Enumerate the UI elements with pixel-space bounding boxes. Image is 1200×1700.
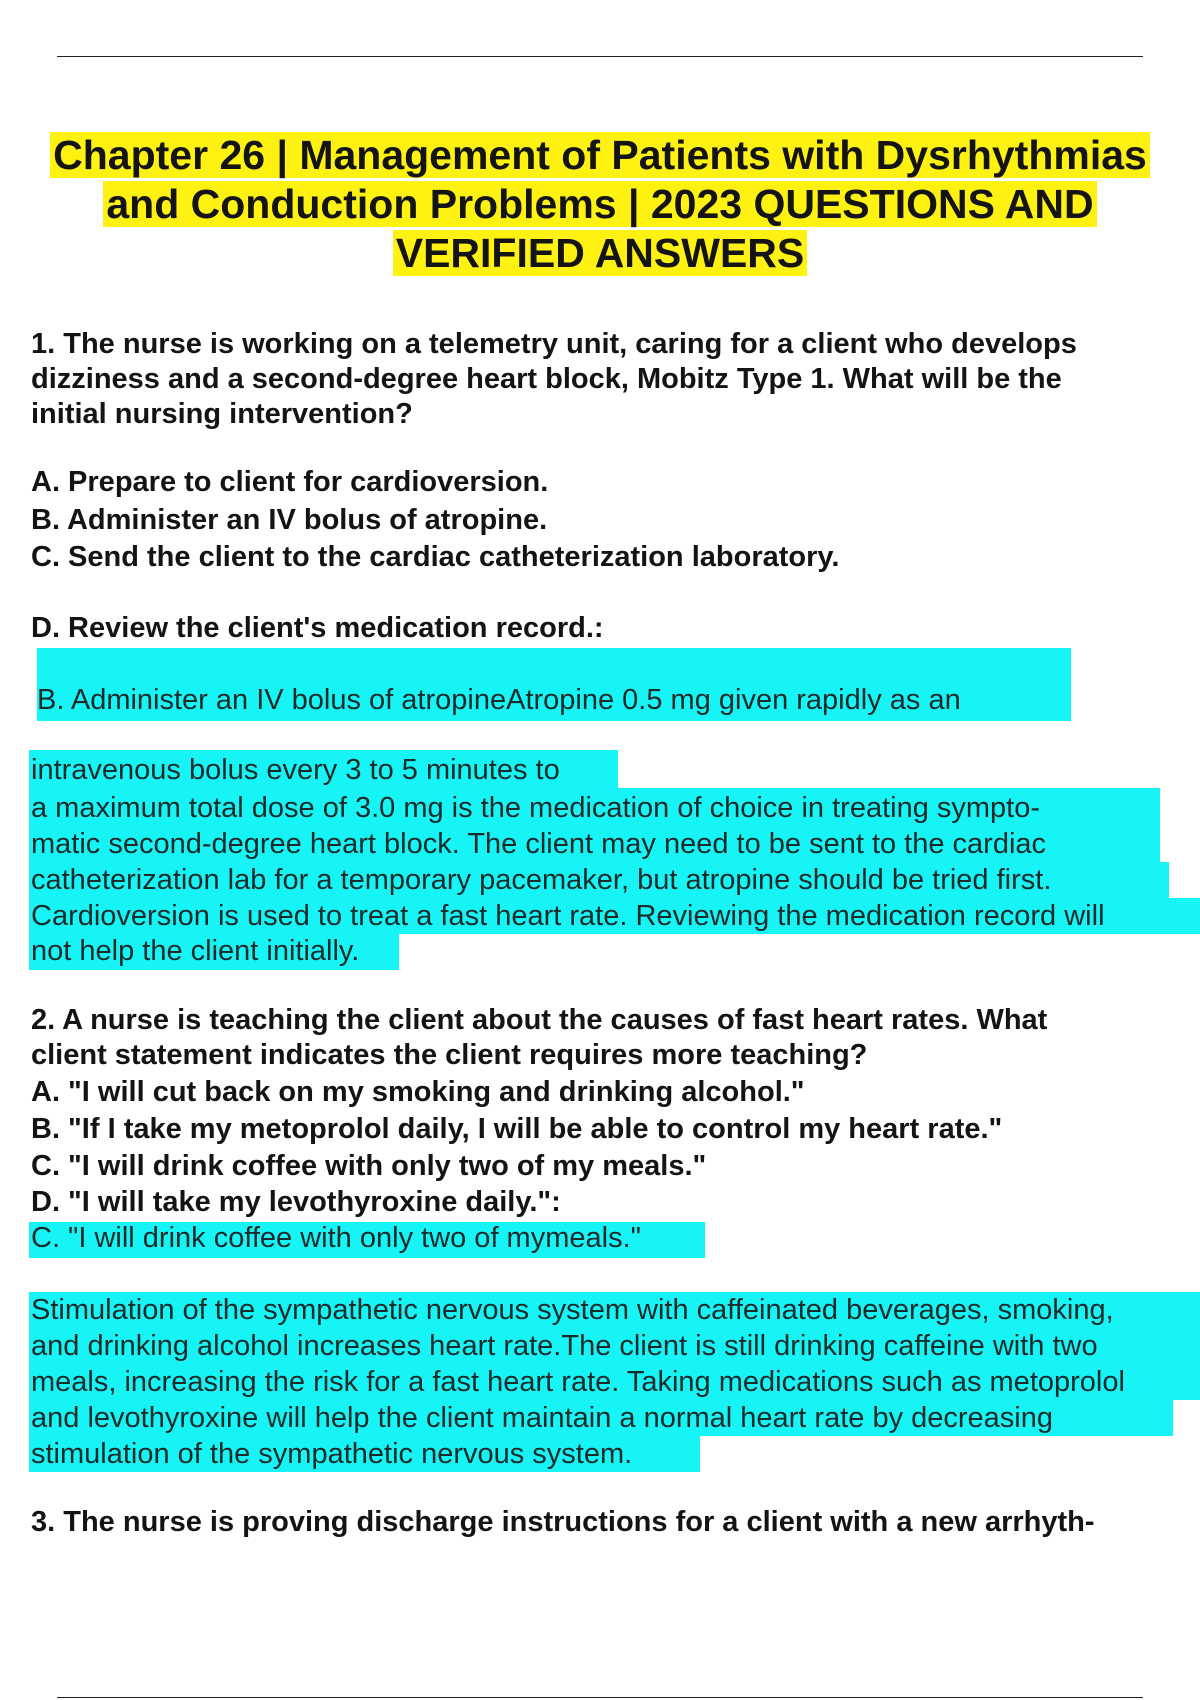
option-b: B. Administer an IV bolus of atropine.: [31, 504, 548, 536]
answer-1-line: not help the client initially.: [31, 935, 360, 967]
answer-1-line: Cardioversion is used to treat a fast heart rate. Reviewing the medication record will: [31, 900, 1105, 932]
option-c: C. Send the client to the cardiac catheterization laboratory.: [31, 541, 840, 573]
rationale-2-line: and drinking alcohol increases heart rate.The client is still drinking caffeine with two: [31, 1330, 1098, 1362]
option-d: D. "I will take my levothyroxine daily.":: [31, 1186, 561, 1218]
answer-2-line: C. "I will drink coffee with only two of mymeals.": [31, 1222, 641, 1254]
question-3-line: 3. The nurse is proving discharge instructions for a client with a new arrhyth-: [31, 1506, 1095, 1538]
page-title: [30, 131, 1170, 278]
rationale-2-line: meals, increasing the risk for a fast heart rate. Taking medications such as metoprolol: [31, 1366, 1125, 1398]
rationale-2-line: stimulation of the sympathetic nervous system.: [31, 1438, 633, 1470]
question-2-line: client statement indicates the client requires more teaching?: [31, 1039, 868, 1071]
answer-1-line: catheterization lab for a temporary pacemaker, but atropine should be tried first.: [31, 864, 1052, 896]
option-a: A. "I will cut back on my smoking and drinking alcohol.": [31, 1076, 805, 1108]
answer-1-line: B. Administer an IV bolus of atropineAtropine 0.5 mg given rapidly as an: [37, 684, 961, 716]
rationale-2-line: Stimulation of the sympathetic nervous system with caffeinated beverages, smoking,: [31, 1294, 1114, 1326]
question-1-line: 1. The nurse is working on a telemetry unit, caring for a client who develops: [31, 328, 1077, 360]
rationale-2-line: and levothyroxine will help the client maintain a normal heart rate by decreasing: [31, 1402, 1054, 1434]
answer-1-line: matic second-degree heart block. The client may need to be sent to the cardiac: [31, 828, 1047, 860]
question-1-line: initial nursing intervention?: [31, 398, 413, 430]
top-rule: [57, 56, 1143, 57]
question-1-line: dizziness and a second-degree heart block, Mobitz Type 1. What will be the: [31, 363, 1062, 395]
answer-1-line: a maximum total dose of 3.0 mg is the medication of choice in treating sympto-: [31, 792, 1041, 824]
title-line-1: Chapter 26 | Management of Patients with Dysrhythmias: [50, 132, 1150, 178]
title-line-3: VERIFIED ANSWERS: [393, 230, 808, 276]
bottom-rule: [57, 1697, 1143, 1698]
question-2-line: 2. A nurse is teaching the client about the causes of fast heart rates. What: [31, 1004, 1048, 1036]
answer-1-line: intravenous bolus every 3 to 5 minutes to: [31, 754, 560, 786]
option-d: D. Review the client's medication record.:: [31, 612, 604, 644]
option-a: A. Prepare to client for cardioversion.: [31, 466, 549, 498]
option-c: C. "I will drink coffee with only two of my meals.": [31, 1150, 707, 1182]
title-line-2: and Conduction Problems | 2023 QUESTIONS AND: [103, 181, 1096, 227]
option-b: B. "If I take my metoprolol daily, I will be able to control my heart rate.": [31, 1113, 1003, 1145]
